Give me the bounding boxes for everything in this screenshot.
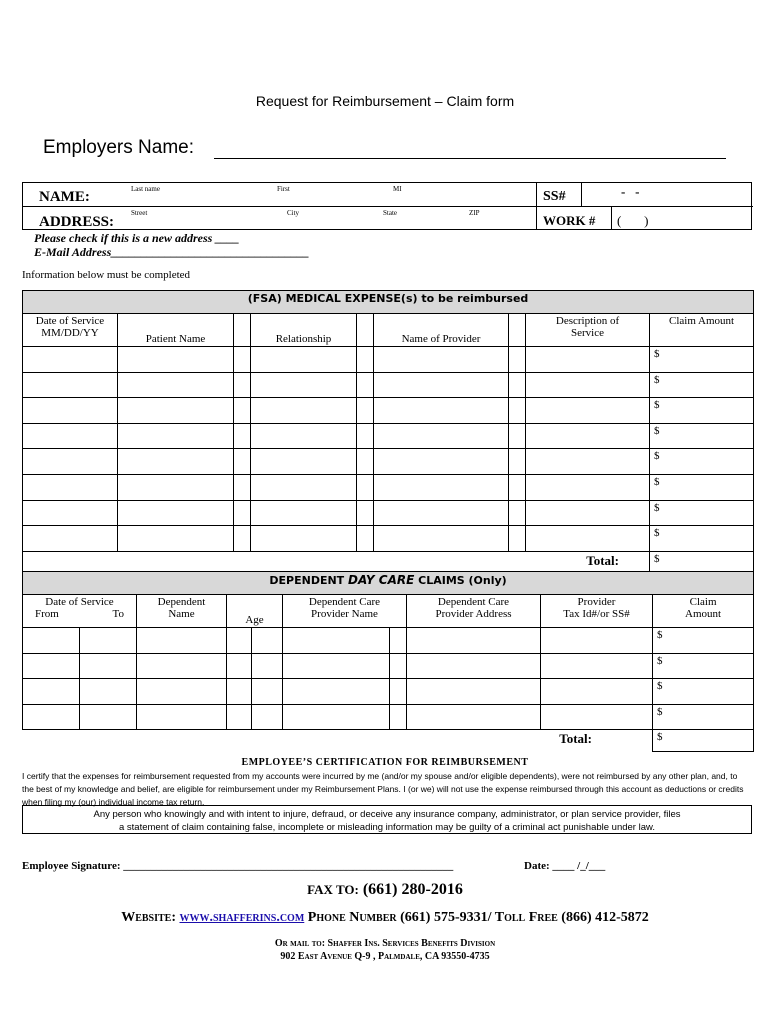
fsa-band-title: (FSA) MEDICAL EXPENSE(s) to be reimbursed xyxy=(23,291,754,314)
fsa-claim-amount-cell[interactable]: $ xyxy=(650,423,754,449)
fsa-cell[interactable] xyxy=(23,347,118,373)
fsa-cell[interactable] xyxy=(374,449,509,475)
daycare-band-title: DEPENDENT DAY CARE CLAIMS (Only) xyxy=(23,572,754,595)
fsa-expense-row xyxy=(23,526,754,552)
fsa-cell[interactable] xyxy=(357,526,374,552)
daycare-cell[interactable] xyxy=(137,653,227,679)
fsa-cell[interactable] xyxy=(374,347,509,373)
fsa-claim-amount-cell[interactable]: $ xyxy=(650,372,754,398)
fsa-claim-amount-cell[interactable]: $ xyxy=(650,500,754,526)
fsa-expense-row xyxy=(23,423,754,449)
daycare-total-label: Total: xyxy=(559,731,592,746)
fsa-cell[interactable] xyxy=(23,500,118,526)
daycare-claim-row xyxy=(23,653,754,679)
fsa-cell[interactable] xyxy=(509,526,526,552)
daycare-cell[interactable] xyxy=(283,704,390,730)
fsa-cell[interactable] xyxy=(509,500,526,526)
daycare-cell[interactable] xyxy=(227,704,252,730)
fsa-expense-row xyxy=(23,347,754,373)
fsa-cell[interactable] xyxy=(374,474,509,500)
fsa-cell[interactable] xyxy=(509,347,526,373)
daycare-claim-amount-cell[interactable]: $ xyxy=(653,628,754,654)
daycare-cell[interactable] xyxy=(252,704,283,730)
certification-text: I certify that the expenses for reimbursement requested from my accounts were incurred by me (and/or my spouse and/or eligible dependents), were not reimbursed by any other plan, and, to the best of my knowledge and belief, are eligible for reimbursement under my Reimbursement Plans. I (or we) will not use the expense reimbursed through this account as deductions or credits when filing my (our) individual income tax return. xyxy=(22,771,744,807)
daycare-cell[interactable] xyxy=(407,653,541,679)
employee-info-box xyxy=(22,182,752,230)
phone-text: Phone Number (661) 575-9331/ Toll Free (866) 412-5872 xyxy=(307,910,649,925)
name-label: NAME: xyxy=(39,189,90,205)
city-label: City xyxy=(287,209,300,217)
fsa-header-date: Date of Service MM/DD/YY xyxy=(23,314,118,347)
fsa-cell[interactable] xyxy=(234,372,251,398)
daycare-header-date: Date of Service From To xyxy=(23,595,137,628)
fsa-expense-row xyxy=(23,372,754,398)
mail-line-2: 902 East Avenue Q-9 , Palmdale, CA 93550-4735 xyxy=(280,951,490,962)
first-name-label: First xyxy=(277,185,290,193)
fsa-cell[interactable] xyxy=(118,474,234,500)
date-field[interactable]: Date: ____ /_/___ xyxy=(524,860,606,872)
email-field[interactable]: E-Mail Address_________________________________ xyxy=(34,245,310,259)
daycare-header-tax-id: Provider Tax Id#/or SS# xyxy=(541,595,653,628)
daycare-cell[interactable] xyxy=(252,653,283,679)
daycare-cell[interactable] xyxy=(23,704,80,730)
fsa-cell[interactable] xyxy=(234,449,251,475)
fsa-cell[interactable] xyxy=(357,474,374,500)
employer-name-field[interactable] xyxy=(214,158,726,159)
middle-initial-label: MI xyxy=(393,185,402,193)
daycare-cell[interactable] xyxy=(137,679,227,705)
fsa-cell[interactable] xyxy=(374,500,509,526)
daycare-cell[interactable] xyxy=(23,628,80,654)
fraud-warning-line2: a statement of claim containing false, incomplete or misleading information may be guilty of a criminal act punishable under law. xyxy=(119,822,655,833)
fsa-cell[interactable] xyxy=(118,526,234,552)
daycare-cell[interactable] xyxy=(407,679,541,705)
daycare-header-provider-address: Dependent Care Provider Address xyxy=(407,595,541,628)
ss-field[interactable]: - - xyxy=(621,184,640,199)
fsa-claim-amount-cell[interactable]: $ xyxy=(650,398,754,424)
daycare-claim-amount-cell[interactable]: $ xyxy=(653,679,754,705)
fsa-cell[interactable] xyxy=(251,449,357,475)
daycare-cell[interactable] xyxy=(390,628,407,654)
fsa-header-relationship: Relationship xyxy=(251,314,357,347)
daycare-header-care-provider: Dependent Care Provider Name xyxy=(283,595,407,628)
work-phone-field[interactable]: ( ) xyxy=(617,213,649,228)
fsa-cell[interactable] xyxy=(118,423,234,449)
fsa-cell[interactable] xyxy=(374,526,509,552)
daycare-cell[interactable] xyxy=(227,653,252,679)
website-label: Website: xyxy=(121,910,176,925)
work-phone-label: WORK # xyxy=(543,213,596,228)
daycare-cell[interactable] xyxy=(390,679,407,705)
fsa-cell[interactable] xyxy=(251,372,357,398)
fsa-cell[interactable] xyxy=(509,398,526,424)
fsa-cell[interactable] xyxy=(357,423,374,449)
daycare-claim-row xyxy=(23,628,754,654)
fax-label: FAX TO: xyxy=(307,882,359,897)
daycare-header-dependent: Dependent Name xyxy=(137,595,227,628)
website-link[interactable]: www.shafferins.com xyxy=(179,910,305,925)
certification-title: EMPLOYEE’S CERTIFICATION FOR REIMBURSEMENT xyxy=(241,757,529,768)
fsa-cell[interactable] xyxy=(357,500,374,526)
fsa-expense-row xyxy=(23,449,754,475)
employer-name-label: Employers Name: xyxy=(43,137,194,158)
fraud-warning-line1: Any person who knowingly and with intent to injure, defraud, or deceive any insurance company, administrator, or plan service provider, files xyxy=(93,809,681,820)
fraud-warning-box xyxy=(22,805,752,834)
mail-line-1: Or mail to: Shaffer Ins. Services Benefits Division xyxy=(274,938,496,949)
daycare-claim-row xyxy=(23,704,754,730)
fsa-cell[interactable] xyxy=(251,526,357,552)
zip-label: ZIP xyxy=(469,209,480,217)
employee-signature-field[interactable]: Employee Signature: ____________________________________________________________ xyxy=(22,860,454,872)
ss-label: SS# xyxy=(543,189,566,204)
fsa-expense-row xyxy=(23,474,754,500)
daycare-cell[interactable] xyxy=(541,679,653,705)
info-note: Information below must be completed xyxy=(22,269,191,281)
fsa-header-provider: Name of Provider xyxy=(374,314,509,347)
fsa-cell[interactable] xyxy=(509,423,526,449)
fsa-cell[interactable] xyxy=(526,423,650,449)
fsa-cell[interactable] xyxy=(526,347,650,373)
daycare-cell[interactable] xyxy=(252,628,283,654)
daycare-cell[interactable] xyxy=(390,653,407,679)
fsa-cell[interactable] xyxy=(526,398,650,424)
daycare-claim-amount-cell[interactable]: $ xyxy=(653,704,754,730)
fsa-cell[interactable] xyxy=(234,398,251,424)
fsa-total-amount[interactable]: $ xyxy=(650,551,754,571)
daycare-cell[interactable] xyxy=(541,628,653,654)
fsa-cell[interactable] xyxy=(374,372,509,398)
daycare-cell[interactable] xyxy=(283,628,390,654)
fsa-claim-amount-cell[interactable]: $ xyxy=(650,449,754,475)
fsa-cell[interactable] xyxy=(357,372,374,398)
fsa-expense-table xyxy=(22,290,754,572)
fsa-cell[interactable] xyxy=(526,526,650,552)
fsa-header-claim: Claim Amount xyxy=(650,314,754,347)
fsa-cell[interactable] xyxy=(23,398,118,424)
fsa-cell[interactable] xyxy=(118,398,234,424)
fsa-cell[interactable] xyxy=(526,474,650,500)
fsa-cell[interactable] xyxy=(374,398,509,424)
fsa-cell[interactable] xyxy=(23,449,118,475)
daycare-cell[interactable] xyxy=(407,628,541,654)
fsa-cell[interactable] xyxy=(251,423,357,449)
state-label: State xyxy=(383,209,397,217)
fsa-cell[interactable] xyxy=(234,423,251,449)
fsa-cell[interactable] xyxy=(251,474,357,500)
daycare-cell[interactable] xyxy=(227,679,252,705)
daycare-claim-amount-cell[interactable]: $ xyxy=(653,653,754,679)
last-name-label: Last name xyxy=(131,185,160,193)
daycare-cell[interactable] xyxy=(80,679,137,705)
fsa-claim-amount-cell[interactable]: $ xyxy=(650,347,754,373)
fsa-cell[interactable] xyxy=(509,372,526,398)
daycare-claim-row xyxy=(23,679,754,705)
fsa-cell[interactable] xyxy=(526,372,650,398)
daycare-cell[interactable] xyxy=(541,704,653,730)
fsa-cell[interactable] xyxy=(118,372,234,398)
fsa-cell[interactable] xyxy=(251,398,357,424)
fsa-cell[interactable] xyxy=(526,449,650,475)
form-title: Request for Reimbursement – Claim form xyxy=(255,93,515,109)
fax-number: (661) 280-2016 xyxy=(362,881,463,898)
fsa-cell[interactable] xyxy=(234,500,251,526)
daycare-cell[interactable] xyxy=(23,653,80,679)
daycare-cell[interactable] xyxy=(137,704,227,730)
daycare-cell[interactable] xyxy=(541,653,653,679)
fsa-expense-row xyxy=(23,500,754,526)
fsa-cell[interactable] xyxy=(357,398,374,424)
daycare-cell[interactable] xyxy=(23,679,80,705)
fsa-cell[interactable] xyxy=(118,449,234,475)
fsa-cell[interactable] xyxy=(234,526,251,552)
daycare-header-claim: Claim Amount xyxy=(653,595,754,628)
fsa-cell[interactable] xyxy=(234,474,251,500)
fsa-header-description: Description of Service xyxy=(526,314,650,347)
fax-line xyxy=(0,881,770,899)
fsa-cell[interactable] xyxy=(23,474,118,500)
fsa-total-label: Total: xyxy=(23,551,650,571)
daycare-cell[interactable] xyxy=(407,704,541,730)
new-address-check[interactable]: Please check if this is a new address ____ xyxy=(34,231,240,245)
daycare-cell[interactable] xyxy=(390,704,407,730)
fsa-cell[interactable] xyxy=(234,347,251,373)
daycare-cell[interactable] xyxy=(283,653,390,679)
street-label: Street xyxy=(131,209,148,217)
fsa-claim-amount-cell[interactable]: $ xyxy=(650,474,754,500)
contact-line xyxy=(0,910,770,926)
fsa-cell[interactable] xyxy=(357,347,374,373)
daycare-cell[interactable] xyxy=(80,653,137,679)
daycare-cell[interactable] xyxy=(252,679,283,705)
fsa-cell[interactable] xyxy=(23,372,118,398)
fsa-cell[interactable] xyxy=(118,500,234,526)
fsa-cell[interactable] xyxy=(23,423,118,449)
daycare-cell[interactable] xyxy=(80,628,137,654)
daycare-cell[interactable] xyxy=(227,628,252,654)
daycare-cell[interactable] xyxy=(137,628,227,654)
fsa-cell[interactable] xyxy=(23,526,118,552)
fsa-cell[interactable] xyxy=(509,449,526,475)
fsa-cell[interactable] xyxy=(509,474,526,500)
fsa-cell[interactable] xyxy=(374,423,509,449)
fsa-claim-amount-cell[interactable]: $ xyxy=(650,526,754,552)
fsa-header-patient: Patient Name xyxy=(118,314,234,347)
fsa-cell[interactable] xyxy=(251,500,357,526)
daycare-cell[interactable] xyxy=(80,704,137,730)
address-label: ADDRESS: xyxy=(39,214,115,230)
fsa-expense-row xyxy=(23,398,754,424)
fsa-cell[interactable] xyxy=(118,347,234,373)
fsa-cell[interactable] xyxy=(251,347,357,373)
fsa-cell[interactable] xyxy=(357,449,374,475)
daycare-claims-table xyxy=(22,571,754,752)
daycare-cell[interactable] xyxy=(283,679,390,705)
fsa-cell[interactable] xyxy=(526,500,650,526)
daycare-header-age: Age xyxy=(227,595,283,628)
daycare-total-amount[interactable]: $ xyxy=(653,730,754,752)
